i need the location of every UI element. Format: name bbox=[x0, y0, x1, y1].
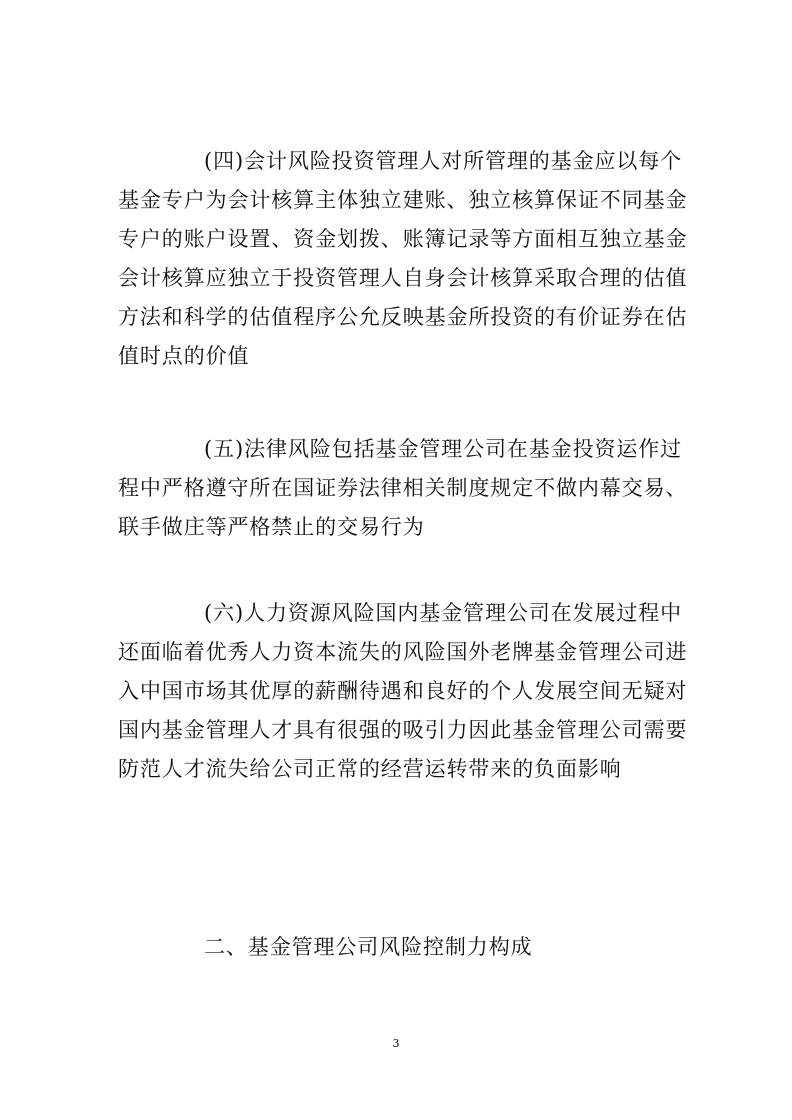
paragraph-6-line-3: 入中国市场其优厚的薪酬待遇和良好的个人发展空间无疑对 bbox=[118, 679, 688, 703]
paragraph-4-line-1: (四)会计风险投资管理人对所管理的基金应以每个 bbox=[204, 149, 683, 173]
paragraph-4-line-4: 会计核算应独立于投资管理人自身会计核算采取合理的估值 bbox=[118, 266, 688, 290]
paragraph-5-line-2: 程中严格遵守所在国证券法律相关制度规定不做内幕交易、 bbox=[118, 476, 688, 500]
paragraph-4-line-6: 值时点的价值 bbox=[118, 344, 250, 368]
paragraph-5-line-3: 联手做庄等严格禁止的交易行为 bbox=[118, 515, 425, 539]
section-heading: 二、基金管理公司风险控制力构成 bbox=[204, 935, 533, 959]
paragraph-6-line-1: (六)人力资源风险国内基金管理公司在发展过程中 bbox=[204, 601, 683, 625]
paragraph-5-line-1: (五)法律风险包括基金管理公司在基金投资运作过 bbox=[204, 437, 683, 461]
paragraph-6-line-5: 防范人才流失给公司正常的经营运转带来的负面影响 bbox=[118, 757, 622, 781]
page-number: 3 bbox=[392, 1037, 400, 1050]
paragraph-4-line-2: 基金专户为会计核算主体独立建账、独立核算保证不同基金 bbox=[118, 188, 688, 212]
paragraph-6-line-2: 还面临着优秀人力资本流失的风险国外老牌基金管理公司进 bbox=[118, 640, 688, 664]
paragraph-4-line-3: 专户的账户设置、资金划拨、账簿记录等方面相互独立基金 bbox=[118, 227, 688, 251]
paragraph-4-line-5: 方法和科学的估值程序公允反映基金所投资的有价证券在估 bbox=[118, 305, 688, 329]
paragraph-6-line-4: 国内基金管理人才具有很强的吸引力因此基金管理公司需要 bbox=[118, 718, 688, 742]
